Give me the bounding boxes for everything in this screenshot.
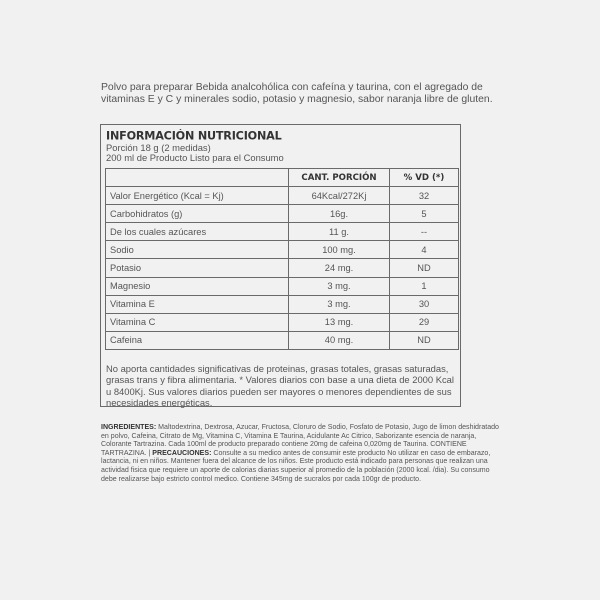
header-amount: CANT. PORCIÓN xyxy=(289,169,390,187)
table-row xyxy=(106,313,459,331)
nutrition-table xyxy=(105,168,459,350)
nutrient-daily-value: 30 xyxy=(390,295,459,313)
nutrient-name: Cafeina xyxy=(106,331,289,349)
nutrient-daily-value: 5 xyxy=(390,205,459,223)
product-description: Polvo para preparar Bebida analcohólica con cafeína y taurina, con el agregado de vitaminas E y C y minerales sodio, potasio y magnesio, sabor naranja libre de gluten. xyxy=(101,82,493,106)
nutrient-name: Magnesio xyxy=(106,277,289,295)
table-row xyxy=(106,259,459,277)
table-header-row xyxy=(106,169,459,187)
nutrient-daily-value: ND xyxy=(390,259,459,277)
nutrition-title: INFORMACIÓN NUTRICIONAL xyxy=(106,129,282,143)
nutrient-daily-value: 4 xyxy=(390,241,459,259)
nutrition-facts-panel xyxy=(100,124,461,407)
nutrition-header xyxy=(101,125,460,166)
nutrient-amount: 13 mg. xyxy=(289,313,390,331)
table-row xyxy=(106,295,459,313)
nutrient-amount: 16g. xyxy=(289,205,390,223)
nutrient-amount: 100 mg. xyxy=(289,241,390,259)
nutrient-daily-value: ND xyxy=(390,331,459,349)
nutrient-daily-value: 29 xyxy=(390,313,459,331)
table-row xyxy=(106,277,459,295)
nutrient-amount: 11 g. xyxy=(289,223,390,241)
nutrient-amount: 24 mg. xyxy=(289,259,390,277)
nutrient-name: Carbohidratos (g) xyxy=(106,205,289,223)
table-row xyxy=(106,331,459,349)
nutrient-name: Vitamina E xyxy=(106,295,289,313)
portion-size: Porción 18 g (2 medidas) xyxy=(106,142,211,153)
nutrient-daily-value: 1 xyxy=(390,277,459,295)
ingredients-text: Maltodextrina, Dextrosa, Azucar, Fructosa, Cloruro de Sodio, Fosfato de Potasio, Jugo de limon deshidratado en polvo, Cafeina, Citrato de Mg, Vitamina C, Vitamina E Taurina, Acidulante Ac Citrico, Saborizante esencia de naranja, Colorante Tartrazina. Cada 100ml de producto preparado contiene 20mg de cafeina 0,020mg de Taurina. CONTIENE TARTRAZINA. | xyxy=(101,424,499,457)
ingredients-block xyxy=(101,424,501,484)
table-row xyxy=(106,241,459,259)
nutrition-footnote: No aporta cantidades significativas de proteinas, grasas totales, grasas saturadas, grasas trans y fibra alimentaria. * Valores diarios con base a una dieta de 2000 Kcal u 8400Kj. Sus valores diarios pueden ser mayores o menores dependientes de sus necesidades energéticas. xyxy=(106,363,454,408)
nutrient-daily-value: 32 xyxy=(390,187,459,205)
table-row xyxy=(106,205,459,223)
nutrient-daily-value: -- xyxy=(390,223,459,241)
nutrient-name: De los cuales azúcares xyxy=(106,223,289,241)
nutrient-amount: 40 mg. xyxy=(289,331,390,349)
table-row xyxy=(106,187,459,205)
precautions-text: Consulte a su medico antes de consumir este producto No utilizar en caso de embarazo, lactancia, ni en niños. Mantener fuera del alcance de los niños. Este producto está indicado para personas que realizan una actividad fisica que requiere un aporte de calorias diarias superior al promedio de la población (2000 kcal. /dia). Su consumo debe realizarse bajo estricto control medico. Contiene 345mg de sucralos por cada 100gr de producto. xyxy=(101,449,491,483)
nutrient-name: Sodio xyxy=(106,241,289,259)
nutrient-name: Potasio xyxy=(106,259,289,277)
nutrient-name: Valor Energético (Kcal = Kj) xyxy=(106,187,289,205)
ready-to-drink-volume: 200 ml de Producto Listo para el Consumo xyxy=(106,152,284,163)
precautions-label: PRECAUCIONES: xyxy=(152,449,212,457)
header-nutrient xyxy=(106,169,289,187)
nutrient-amount: 3 mg. xyxy=(289,295,390,313)
ingredients-label: INGREDIENTES: xyxy=(101,424,157,431)
nutrient-amount: 64Kcal/272Kj xyxy=(289,187,390,205)
table-row xyxy=(106,223,459,241)
nutrient-amount: 3 mg. xyxy=(289,277,390,295)
nutrient-name: Vitamina C xyxy=(106,313,289,331)
header-daily-value: % VD (*) xyxy=(390,169,459,187)
